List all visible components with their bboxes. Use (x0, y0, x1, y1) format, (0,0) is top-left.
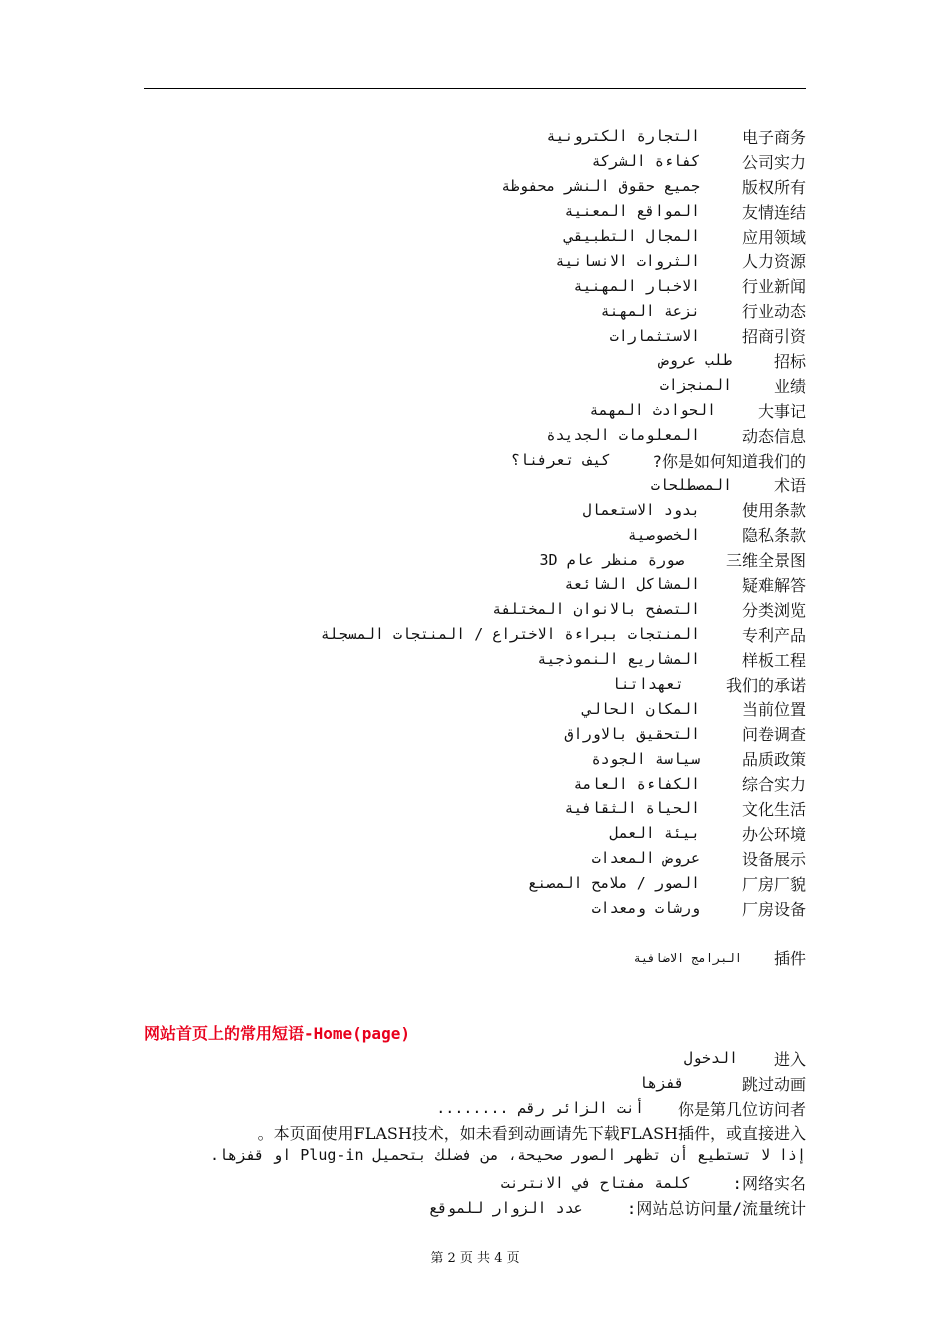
chinese-term: 招商引资 (741, 327, 806, 347)
chinese-term: 术语 (773, 476, 806, 496)
arabic-term: كفاءة الشركة (591, 152, 700, 171)
glossary-row (106, 497, 806, 522)
arabic-term: المشاريع النموذجية (537, 650, 700, 669)
flash-notice: 。本页面使用FLASH技术，如未看到动画请先下载FLASH插件，或直接进入 (257, 1123, 806, 1143)
arabic-term: الحوادث المهمة (589, 401, 716, 420)
arabic-term: صورة منظر عام 3D (539, 550, 684, 569)
chinese-term: 动态信息 (741, 426, 806, 446)
chinese-term: 疑难解答 (741, 575, 806, 595)
glossary-row (106, 248, 806, 273)
arabic-term: ورشات ومعدات (591, 899, 700, 918)
glossary-row (106, 348, 806, 373)
chinese-term: 办公环境 (741, 824, 806, 844)
chinese-term: 进入 (773, 1049, 806, 1069)
chinese-term: :网络实名 (732, 1174, 806, 1194)
arabic-term: عدد الزوار للموقع (429, 1198, 583, 1217)
chinese-term: 使用条款 (741, 501, 806, 521)
chinese-term: 大事记 (757, 401, 806, 421)
chinese-term: 品质政策 (741, 750, 806, 770)
glossary-row (106, 472, 806, 497)
glossary-row (106, 273, 806, 298)
chinese-term: 设备展示 (741, 849, 806, 869)
chinese-term: ?你是如何知道我们的 (652, 451, 806, 471)
glossary-row (106, 448, 806, 473)
arabic-term: الصور / ملامح المصنع (528, 874, 700, 893)
arabic-term: تعهداتنا (611, 675, 684, 694)
phrase-row (106, 1096, 806, 1121)
glossary-row (106, 224, 806, 249)
plugin-row (634, 946, 806, 969)
glossary-row (106, 572, 806, 597)
chinese-term: 你是第几位访问者 (677, 1099, 806, 1119)
arabic-term: أنت الزائر رقم ........ (436, 1099, 644, 1118)
glossary-row (106, 647, 806, 672)
chinese-term: 样板工程 (741, 650, 806, 670)
glossary-row (106, 323, 806, 348)
glossary-row (106, 398, 806, 423)
home-phrases-list (106, 1046, 806, 1220)
chinese-term: 三维全景图 (725, 551, 806, 571)
glossary-row (106, 622, 806, 647)
arabic-term: التحقيق بالاوراق (564, 724, 700, 743)
glossary-row (106, 746, 806, 771)
section-heading: 网站首页上的常用短语-Home(page) (144, 1024, 410, 1043)
chinese-term: 招标 (773, 351, 806, 371)
glossary-row (106, 423, 806, 448)
arabic-term: كيف تعرفنا؟ (511, 451, 611, 470)
arabic-term: بيئة العمل (609, 824, 700, 843)
arabic-term: الاستثمارات (609, 326, 700, 345)
glossary-row (106, 871, 806, 896)
arabic-term: البرامج الاضافية (633, 950, 742, 965)
chinese-term: 厂房厂貌 (741, 874, 806, 894)
phrase-row (106, 1046, 806, 1071)
glossary-row (106, 696, 806, 721)
chinese-term: 版权所有 (741, 177, 806, 197)
arabic-term: الثروات الانسانية (555, 251, 700, 270)
arabic-term: بدود الاستعمال (582, 500, 700, 519)
chinese-term: 厂房设备 (741, 899, 806, 919)
glossary-row (106, 846, 806, 871)
chinese-term: 公司实力 (741, 152, 806, 172)
glossary-row (106, 721, 806, 746)
glossary-row (106, 149, 806, 174)
chinese-term: 插件 (773, 949, 806, 968)
arabic-term: المشاكل الشائعة (564, 575, 700, 594)
arabic-term: التصفح بالانوان المختلفة (492, 600, 700, 619)
arabic-term: الخصوصية (627, 525, 700, 544)
glossary-row (106, 199, 806, 224)
arabic-term: المنتجات ببراءة الاختراع / المنتجات المسجلة (320, 625, 700, 644)
glossary-row (106, 896, 806, 921)
chinese-term: :网站总访问量/流量统计 (626, 1199, 806, 1219)
phrase-row (106, 1071, 806, 1096)
arabic-term: المنجزات (659, 376, 732, 395)
arabic-term: الحياة الثقافية (564, 799, 700, 818)
arabic-term: جميع حقوق النشر محفوظة (501, 177, 700, 196)
glossary-row (106, 597, 806, 622)
arabic-term: قفزها (638, 1074, 684, 1093)
glossary-row (106, 672, 806, 697)
chinese-term: 行业新闻 (741, 277, 806, 297)
glossary-row (106, 373, 806, 398)
arabic-term: المكان الحالي (582, 699, 700, 718)
chinese-term: 电子商务 (741, 127, 806, 147)
page-footer: 第 2 页 共 4 页 (430, 1251, 520, 1266)
glossary-list (106, 124, 806, 921)
chinese-term: 隐私条款 (741, 526, 806, 546)
arabic-term: التجارة الكترونية (546, 127, 700, 146)
chinese-term: 友情连结 (741, 202, 806, 222)
glossary-row (106, 771, 806, 796)
arabic-term: طلب عروض (659, 351, 732, 370)
chinese-term: 跳过动画 (741, 1074, 806, 1094)
arabic-term: المواقع المعنية (564, 202, 700, 221)
arabic-term: المجال التطبيقي (564, 227, 700, 245)
chinese-term: 业绩 (773, 376, 806, 396)
glossary-row (106, 547, 806, 572)
chinese-term: 问卷调查 (741, 725, 806, 745)
arabic-term: الدخول (683, 1049, 738, 1068)
phrase-row (106, 1195, 806, 1220)
arabic-term: الكفاءة العامة (573, 774, 700, 793)
glossary-row (106, 821, 806, 846)
arabic-term: المعلومات الجديدة (546, 426, 700, 445)
flash-notice-arabic: إذا لا تستطيع أن تظهر الصور صحيحة، من فضلك بتحميل Plug-in او قفزها. (209, 1145, 806, 1164)
glossary-row (106, 796, 806, 821)
arabic-term: المصطلحات (650, 475, 732, 494)
chinese-term: 我们的承诺 (725, 675, 806, 695)
chinese-term: 分类浏览 (741, 600, 806, 620)
chinese-term: 应用领域 (741, 227, 806, 247)
chinese-term: 综合实力 (741, 775, 806, 795)
chinese-term: 人力资源 (741, 252, 806, 272)
chinese-term: 专利产品 (741, 625, 806, 645)
phrase-row (106, 1170, 806, 1195)
chinese-term: 文化生活 (741, 799, 806, 819)
arabic-term: سياسة الجودة (591, 749, 700, 768)
arabic-term: عروض المعدات (591, 849, 700, 868)
arabic-term: الاخبار المهنية (573, 276, 700, 295)
arabic-term: نزعة المهنة (600, 301, 700, 320)
glossary-row (106, 298, 806, 323)
glossary-row (106, 522, 806, 547)
glossary-row (106, 174, 806, 199)
chinese-term: 行业动态 (741, 302, 806, 322)
glossary-row (106, 124, 806, 149)
header-rule (144, 88, 806, 89)
arabic-term: كلمة مفتاح في الانترنت (500, 1173, 691, 1192)
chinese-term: 当前位置 (741, 700, 806, 720)
